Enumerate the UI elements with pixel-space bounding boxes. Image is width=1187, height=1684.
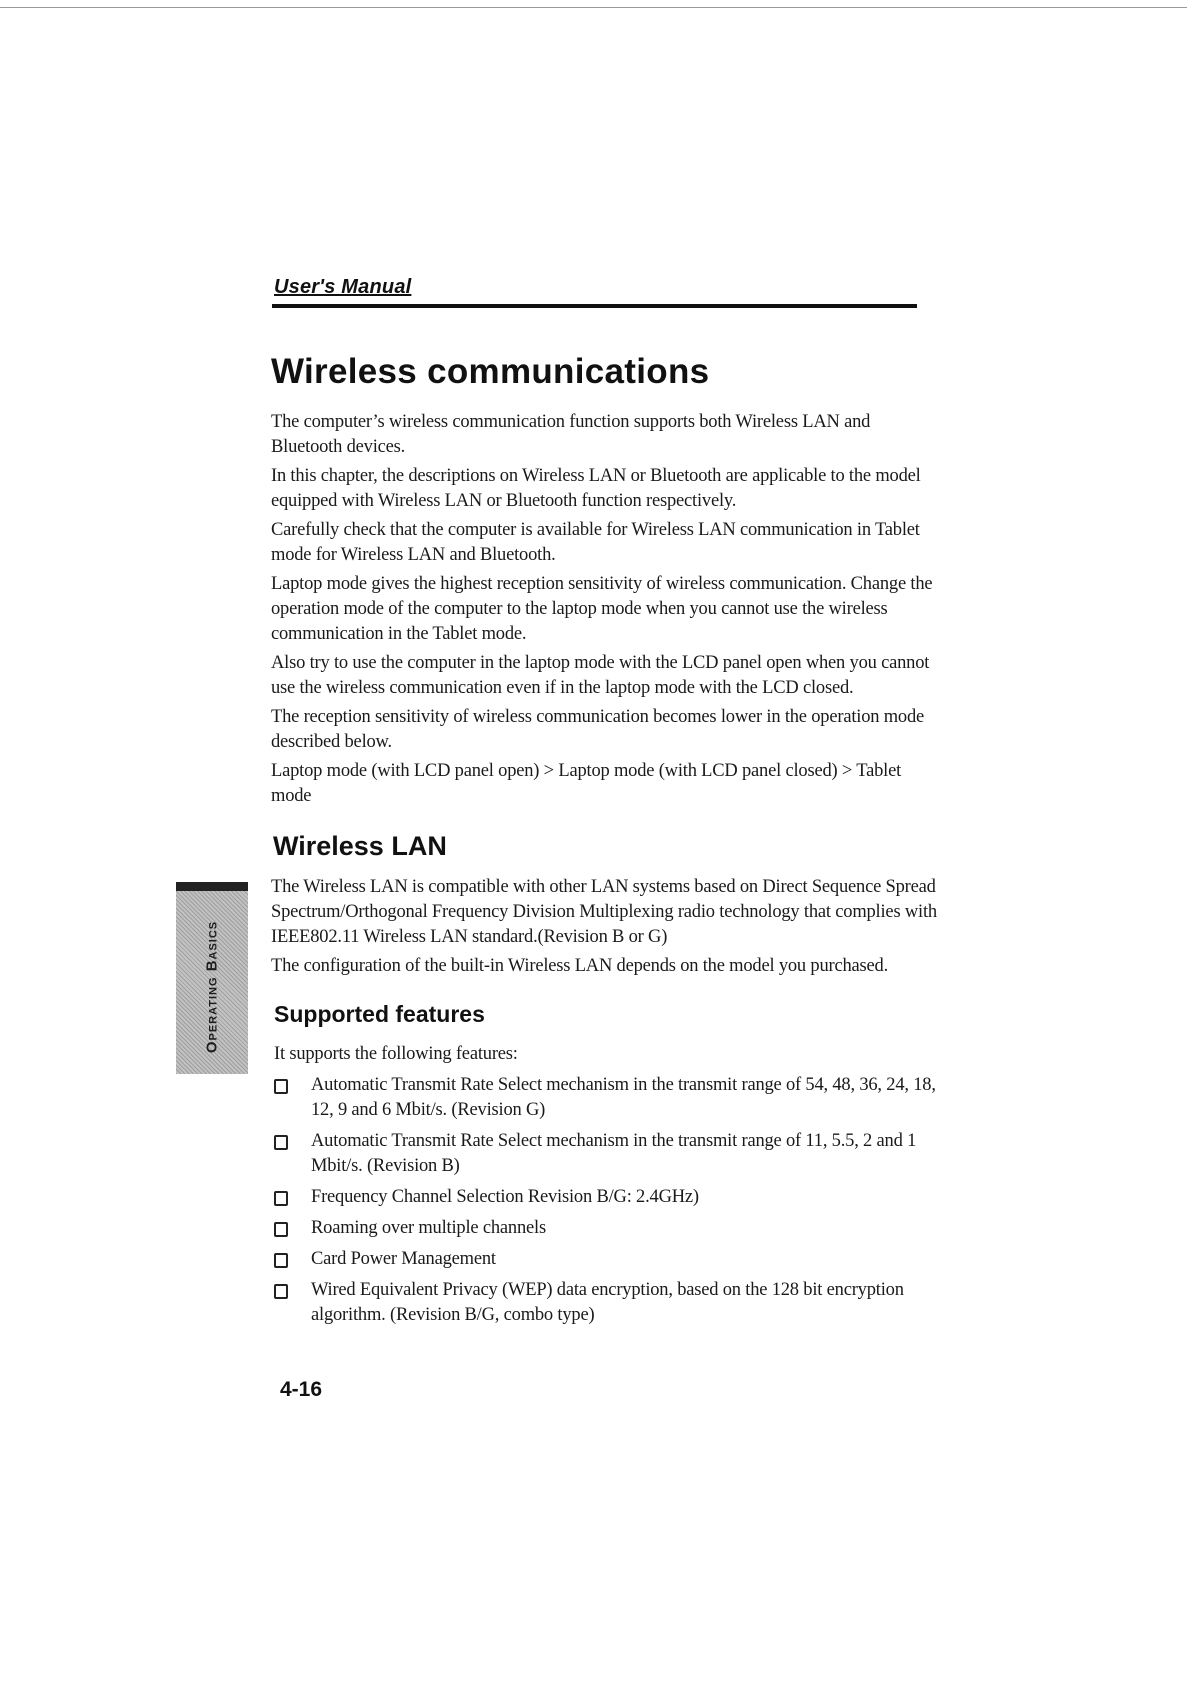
running-header	[272, 276, 917, 308]
list-item	[271, 1247, 941, 1272]
list-item	[271, 1129, 941, 1179]
features-list	[271, 1073, 941, 1328]
page-title: Wireless communications	[271, 352, 710, 391]
page-content	[271, 352, 941, 1334]
paragraph: The reception sensitivity of wireless communication becomes lower in the operation mode described below.	[271, 707, 925, 752]
list-item-text: Card Power Management	[311, 1249, 496, 1269]
checkbox-bullet-icon	[274, 1079, 288, 1094]
checkbox-bullet-icon	[274, 1253, 288, 1268]
list-item	[271, 1185, 941, 1210]
checkbox-bullet-icon	[274, 1135, 288, 1150]
paragraph: The Wireless LAN is compatible with other LAN systems based on Direct Sequence Spread Spectrum/Orthogonal Frequency Division Multiplexing radio technology that complies with IEEE802.11 Wireless LAN standard.(Revision B or G)	[271, 877, 937, 947]
chapter-side-tab	[176, 882, 248, 1074]
subsection-title-supported-features: Supported features	[274, 1001, 485, 1027]
list-item-text: Automatic Transmit Rate Select mechanism in the transmit range of 11, 5.5, 2 and 1 Mbit/s. (Revision B)	[311, 1131, 917, 1176]
paragraph: The configuration of the built-in Wireless LAN depends on the model you purchased.	[271, 956, 889, 976]
paragraph: Laptop mode (with LCD panel open) > Laptop mode (with LCD panel closed) > Tablet mode	[271, 761, 902, 806]
paragraph: The computer’s wireless communication function supports both Wireless LAN and Bluetooth devices.	[271, 412, 871, 457]
paragraph: Also try to use the computer in the laptop mode with the LCD panel open when you cannot use the wireless communication even if in the laptop mode with the LCD closed.	[271, 653, 930, 698]
paragraph: In this chapter, the descriptions on Wireless LAN or Bluetooth are applicable to the model equipped with Wireless LAN or Bluetooth function respectively.	[271, 466, 921, 511]
list-item-text: Frequency Channel Selection Revision B/G: 2.4GHz)	[311, 1187, 699, 1207]
checkbox-bullet-icon	[274, 1284, 288, 1299]
list-item	[271, 1278, 941, 1328]
side-tab-label: Operating Basics	[203, 920, 221, 1054]
paragraph: Carefully check that the computer is available for Wireless LAN communication in Tablet mode for Wireless LAN and Bluetooth.	[271, 520, 920, 565]
list-item-text: Wired Equivalent Privacy (WEP) data encryption, based on the 128 bit encryption algorithm. (Revision B/G, combo type)	[311, 1280, 904, 1325]
features-intro: It supports the following features:	[274, 1044, 518, 1064]
top-scan-rule	[0, 7, 1187, 8]
checkbox-bullet-icon	[274, 1191, 288, 1206]
section-title-wireless-lan: Wireless LAN	[273, 831, 447, 861]
list-item	[271, 1216, 941, 1241]
checkbox-bullet-icon	[274, 1222, 288, 1237]
list-item-text: Automatic Transmit Rate Select mechanism in the transmit range of 54, 48, 36, 24, 18, 12, 9 and 6 Mbit/s. (Revision G)	[311, 1075, 936, 1120]
list-item-text: Roaming over multiple channels	[311, 1218, 546, 1238]
paragraph: Laptop mode gives the highest reception sensitivity of wireless communication. Change the operation mode of the computer to the laptop mode when you cannot use the wireless communication in the Tablet mode.	[271, 574, 933, 644]
page-number: 4-16	[280, 1378, 323, 1401]
list-item	[271, 1073, 941, 1123]
header-title: User's Manual	[274, 276, 412, 298]
